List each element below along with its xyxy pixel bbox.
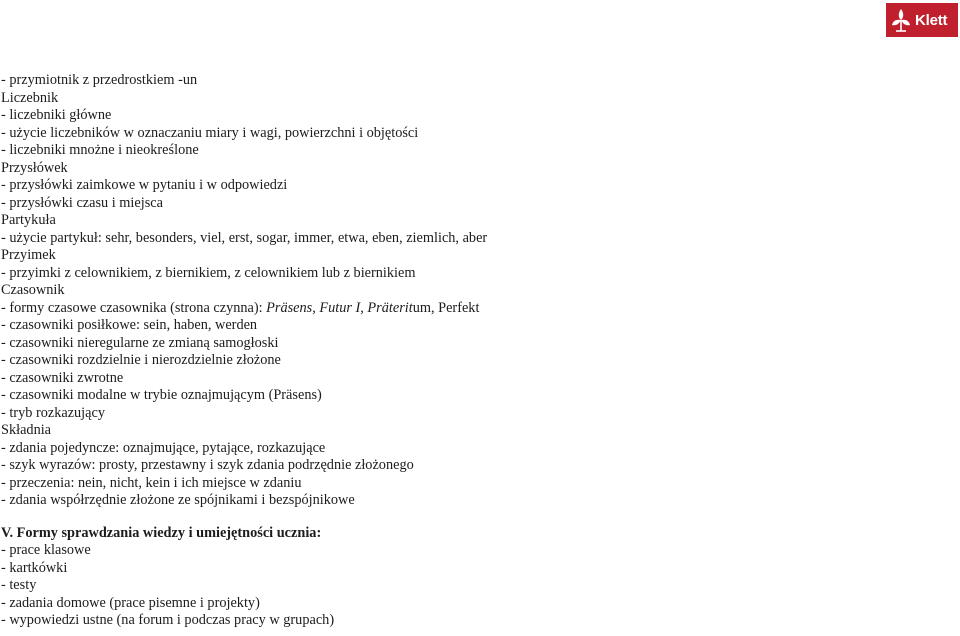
- text-line: - przysłówki czasu i miejsca: [1, 194, 163, 211]
- text-line: - czasowniki posiłkowe: sein, haben, werden: [1, 317, 258, 333]
- verb-forms-suffix: um, Perfekt: [412, 299, 480, 316]
- section-heading: V. Formy sprawdzania wiedzy i umiejętności ucznia:: [1, 524, 322, 541]
- text-line: Partykuła: [1, 212, 56, 228]
- list-item: - testy: [1, 577, 37, 593]
- text-line: Przyimek: [1, 247, 56, 263]
- text-line: - szyk wyrazów: prosty, przestawny i szyk zdania podrzędnie złożonego: [1, 457, 414, 473]
- text-line: Liczebnik: [1, 89, 59, 106]
- text-line: - zdania pojedyncze: oznajmujące, pytające, rozkazujące: [1, 439, 326, 456]
- text-line: - czasowniki nieregularne ze zmianą samogłoski: [1, 334, 279, 351]
- verb-forms-line: [1, 300, 941, 318]
- text-line: - czasowniki zwrotne: [1, 369, 124, 386]
- logo-word: Klett: [915, 11, 948, 29]
- text-line: - zdania współrzędnie złożone ze spójnikami i bezspójnikowe: [1, 492, 355, 508]
- text-line: Czasownik: [1, 282, 65, 298]
- verb-forms-prefix: - formy czasowe czasownika (strona czynna):: [1, 299, 267, 316]
- text-line: - przymiotnik z przedrostkiem -un: [1, 72, 198, 88]
- verb-forms-italic: Präsens, Futur I, Präterit: [266, 299, 413, 316]
- list-item: - kartkówki: [1, 559, 68, 576]
- list-item: - zadania domowe (prace pisemne i projekty): [1, 594, 260, 611]
- text-line: - użycie liczebników w oznaczaniu miary i wagi, powierzchni i objętości: [1, 124, 419, 141]
- list-item: - prace klasowe: [1, 542, 91, 558]
- spacer: [1, 510, 941, 525]
- text-line: - liczebniki główne: [1, 107, 112, 123]
- text-line: - przeczenia: nein, nicht, kein i ich miejsce w zdaniu: [1, 474, 302, 491]
- text-line: - czasowniki rozdzielnie i nierozdzielnie złożone: [1, 352, 281, 368]
- text-line: - przysłówki zaimkowe w pytaniu i w odpowiedzi: [1, 177, 288, 193]
- text-line: Składnia: [1, 422, 52, 438]
- text-line: Przysłówek: [1, 159, 68, 176]
- text-line: - użycie partykuł: sehr, besonders, viel, erst, sogar, immer, etwa, eben, ziemlich, aber: [1, 229, 488, 246]
- text-line: - tryb rozkazujący: [1, 404, 105, 421]
- text-line: - przyimki z celownikiem, z biernikiem, z celownikiem lub z biernikiem: [1, 264, 416, 281]
- document-body: [1, 72, 941, 630]
- klett-emblem-icon: [890, 7, 912, 33]
- klett-logo: [886, 3, 958, 37]
- text-line: - liczebniki mnożne i nieokreślone: [1, 142, 199, 158]
- text-line: - czasowniki modalne w trybie oznajmującym (Präsens): [1, 387, 322, 403]
- list-item: - wypowiedzi ustne (na forum i podczas pracy w grupach): [1, 612, 335, 628]
